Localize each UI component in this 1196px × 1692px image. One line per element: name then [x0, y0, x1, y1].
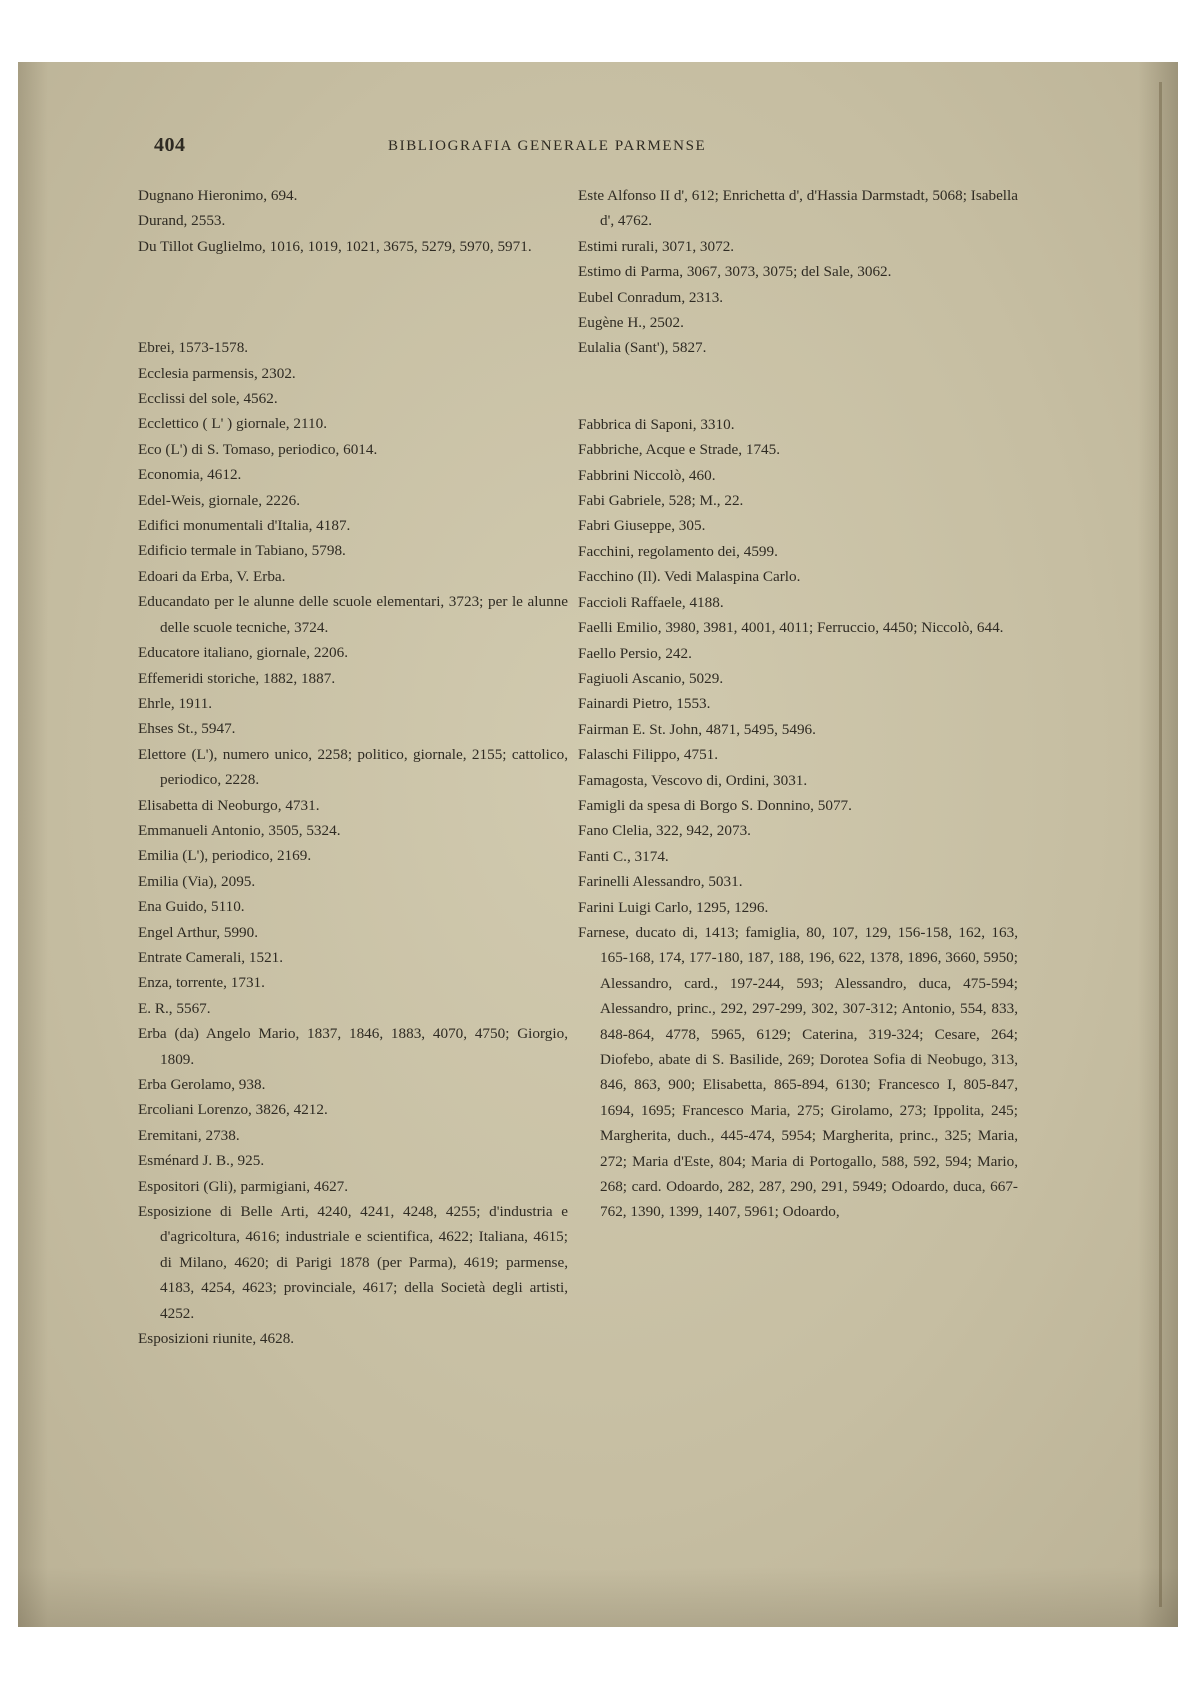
index-entry: Eubel Conradum, 2313.	[578, 288, 724, 306]
index-entry: Estimi rurali, 3071, 3072.	[578, 237, 735, 255]
index-entry: Fabbrini Niccolò, 460.	[578, 466, 716, 484]
index-entry: Faelli Emilio, 3980, 3981, 4001, 4011; Ferruccio, 4450; Niccolò, 644.	[578, 619, 1004, 637]
index-entry: Erba Gerolamo, 938.	[138, 1076, 266, 1093]
index-entry: Esposizioni riunite, 4628.	[138, 1330, 295, 1348]
index-entry: Eulalia (Sant'), 5827.	[578, 339, 707, 357]
index-entry: Ercoliani Lorenzo, 3826, 4212.	[138, 1101, 328, 1119]
binding-edge-line	[1159, 82, 1162, 1607]
index-entry: Ebrei, 1573-1578.	[138, 339, 249, 357]
index-entry: Espositori (Gli), parmigiani, 4627.	[138, 1177, 349, 1195]
index-entry: Farinelli Alessandro, 5031.	[578, 873, 743, 891]
index-entry: Emilia (Via), 2095.	[138, 872, 256, 890]
index-entry: Edifici monumentali d'Italia, 4187.	[138, 517, 351, 535]
index-entry: Facchino (Il). Vedi Malaspina Carlo.	[578, 568, 801, 586]
page-bottom-shadow	[18, 1567, 1178, 1627]
index-entry: Fagiuoli Ascanio, 5029.	[578, 669, 724, 687]
index-entry: Economia, 4612.	[138, 466, 242, 484]
index-entry: Farnese, ducato di, 1413; famiglia, 80, 107, 129, 156-158, 162, 163, 165-168, 174, 177-180, 187, 188, 196, 622, 1378, 1896, 3660, 5950; Alessandro, card., 197-244, 593; Alessandro, duca, 475-594; Alessandro, princ., 292, 297-299, 302, 307-312; Antonio, 554, 833, 848-864, 4778, 5965, 6129; Caterina, 319-324; Cesare, 264; Diofebo, abate di S. Basilide, 269; Dorotea Sofia di Neobugo, 313, 846, 863, 900; Elisabetta, 865-894, 6130; Francesco I, 805-847, 1694, 1695; Francesco Maria, 275; Girolamo, 273; Ippolita, 245; Margherita, duch., 445-474, 5954; Margherita, princ., 325; Maria, 272; Maria d'Este, 804; Maria di Portogallo, 588, 592, 594; Mario, 268; card. Odoardo, 282, 287, 290, 291, 5949; Odoardo, duca, 667-762, 1390, 1399, 1407, 5961; Odoardo,	[578, 923, 1018, 1221]
index-entry: Estimo di Parma, 3067, 3073, 3075; del Sale, 3062.	[578, 263, 892, 281]
index-entry: Elettore (L'), numero unico, 2258; politico, giornale, 2155; cattolico, periodico, 2228.	[138, 745, 568, 789]
index-entry: Ecclettico ( L' ) giornale, 2110.	[138, 415, 327, 433]
index-entry: Erba (da) Angelo Mario, 1837, 1846, 1883, 4070, 4750; Giorgio, 1809.	[138, 1025, 568, 1068]
scanned-page	[18, 62, 1178, 1627]
index-entry: Emmanueli Antonio, 3505, 5324.	[138, 821, 341, 839]
index-entry: Durand, 2553.	[138, 212, 226, 230]
index-entry: Fabbriche, Acque e Strade, 1745.	[578, 441, 781, 459]
index-entry: Fabi Gabriele, 528; M., 22.	[578, 492, 744, 510]
index-entry: Esposizione di Belle Arti, 4240, 4241, 4248, 4255; d'industria e d'agricoltura, 4616; industriale e scientifica, 4622; Italiana, 4615; di Milano, 4620; di Parigi 1878 (per Parma), 4619; parmense, 4183, 4254, 4623; provinciale, 4617; della Società degli artisti, 4252.	[138, 1203, 568, 1322]
index-entry: Ecclissi del sole, 4562.	[138, 390, 278, 408]
index-entry: Fairman E. St. John, 4871, 5495, 5496.	[578, 720, 816, 738]
index-entry: Fainardi Pietro, 1553.	[578, 695, 711, 713]
index-entry: Fano Clelia, 322, 942, 2073.	[578, 822, 751, 840]
index-entry: Fanti C., 3174.	[578, 847, 669, 865]
index-entry: Famagosta, Vescovo di, Ordini, 3031.	[578, 771, 808, 789]
index-entry: Emilia (L'), periodico, 2169.	[138, 847, 312, 865]
index-entry: Facchini, regolamento dei, 4599.	[578, 542, 778, 560]
section-gap	[578, 361, 1018, 412]
page-left-shadow	[18, 62, 48, 1627]
index-entry: Elisabetta di Neoburgo, 4731.	[138, 796, 320, 814]
index-entry: Ehrle, 1911.	[138, 694, 213, 712]
index-entry: Effemeridi storiche, 1882, 1887.	[138, 669, 336, 687]
index-entry: Esménard J. B., 925.	[138, 1152, 265, 1170]
page-header	[18, 134, 1178, 164]
index-entry: Ena Guido, 5110.	[138, 898, 245, 916]
page-number: 404	[154, 134, 186, 156]
index-entry: Este Alfonso II d', 612; Enrichetta d', d'Hassia Darmstadt, 5068; Isabella d', 4762.	[578, 187, 1018, 230]
index-entry: Educandato per le alunne delle scuole elementari, 3723; per le alunne delle scuole tecniche, 3724.	[138, 593, 568, 636]
index-entry: Edoari da Erba, V. Erba.	[138, 567, 286, 585]
index-entry: Educatore italiano, giornale, 2206.	[138, 644, 349, 662]
index-entry: Entrate Camerali, 1521.	[138, 948, 284, 966]
index-entry: Faccioli Raffaele, 4188.	[578, 593, 724, 611]
index-entry: Eugène H., 2502.	[578, 314, 684, 332]
index-entry: Enza, torrente, 1731.	[138, 974, 265, 992]
index-entry: Du Tillot Guglielmo, 1016, 1019, 1021, 3675, 5279, 5970, 5971.	[138, 237, 532, 255]
index-entry: Edificio termale in Tabiano, 5798.	[138, 542, 346, 560]
index-entry: Farini Luigi Carlo, 1295, 1296.	[578, 898, 769, 916]
index-column-left	[138, 183, 568, 1351]
index-entry: Faello Persio, 242.	[578, 644, 692, 662]
page-right-shadow	[1138, 62, 1178, 1627]
index-column-right	[578, 183, 1018, 1225]
running-title: BIBLIOGRAFIA GENERALE PARMENSE	[388, 138, 707, 154]
index-entry: Falaschi Filippo, 4751.	[578, 746, 719, 764]
index-entry: Famigli da spesa di Borgo S. Donnino, 5077.	[578, 796, 852, 814]
index-entry: Fabri Giuseppe, 305.	[578, 517, 706, 535]
section-gap	[138, 259, 568, 335]
index-entry: Engel Arthur, 5990.	[138, 923, 259, 941]
index-entry: Eco (L') di S. Tomaso, periodico, 6014.	[138, 440, 378, 458]
index-entry: Ehses St., 5947.	[138, 720, 236, 738]
index-entry: Fabbrica di Saponi, 3310.	[578, 415, 735, 433]
index-entry: Eremitani, 2738.	[138, 1126, 240, 1144]
index-entry: Dugnano Hieronimo, 694.	[138, 187, 298, 204]
index-entry: Edel-Weis, giornale, 2226.	[138, 491, 300, 509]
index-entry: E. R., 5567.	[138, 999, 211, 1017]
index-entry: Ecclesia parmensis, 2302.	[138, 364, 296, 382]
